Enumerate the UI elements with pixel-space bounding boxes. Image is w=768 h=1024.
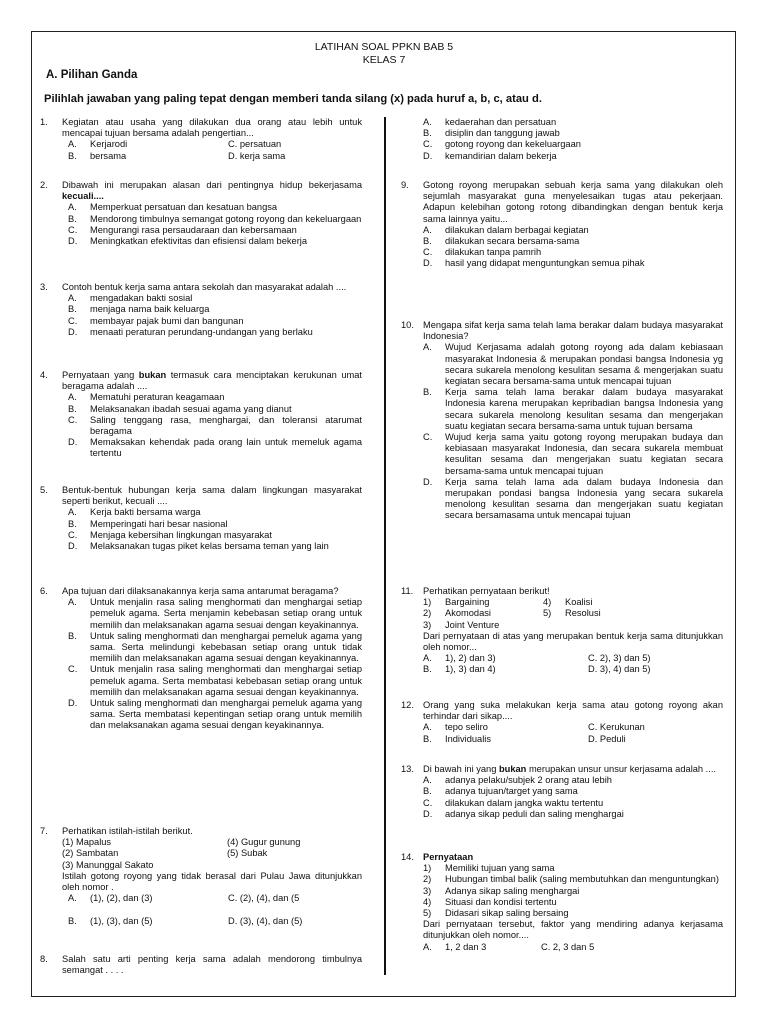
item-number: 5) [543,608,552,619]
option-c[interactable]: Saling tenggang rasa, menghargai, dan toleransi atarumat beragama [90,414,362,437]
question-11: 11. Perhatikan pernyataan berikut! 1) Bargaining 4) Koalisi 2) Akomodasi 5) Resolusi 3) Joint Venture Dari pernyataan di atas yang merupakan bentuk kerja sama ditunjukkan oleh nomor... A. 1), 2) dan 3) C. 2), 3) dan 5) B. 1), 3) dan 4) D. 3), 4) dan 5) [401,586,723,675]
option-letter: C. [423,247,433,258]
question-number: 10. [401,320,414,330]
option-letter: A. [68,507,77,518]
question-prompt: Dari pernyataan di atas yang merupakan bentuk kerja sama ditunjukkan oleh nomor... [423,630,723,653]
item-text: Adanya sikap saling menghargai [445,885,580,896]
option-letter: D. [423,808,433,819]
option-letter: A. [68,202,77,213]
question-stem: Mengapa sifat kerja sama telah lama berakar dalam budaya masyarakat Indonesia? [423,320,723,342]
option-b[interactable]: (1), (3), dan (5) [90,916,153,927]
option-letter: A. [68,293,77,304]
option-letter: B. [423,387,432,398]
question-number: 6. [40,586,48,596]
class-label: KELAS 7 [362,54,406,66]
option-letter: C. [423,432,433,443]
option-b[interactable]: Memperingati hari besar nasional [90,518,228,529]
option-letter: A. [423,224,432,235]
item-text: Bargaining [445,597,490,608]
option-letter: B. [68,630,77,641]
question-stem [423,852,723,863]
stem-emphasis: kecuali.... [62,191,104,202]
option-a[interactable]: Untuk menjalin rasa saling menghormati dan menghargai setiap pemeluk agama. Serta menjamin kebebasan setiap orang untuk memilih dan melaksanakan agama sesuai dengan keyakinannya. [90,597,362,630]
question-number: 13. [401,764,414,774]
option-c[interactable]: C. (2), (4), dan (5 [228,893,300,904]
question-10 [401,320,723,522]
option-letter: D. [423,258,433,269]
question-8 [40,954,362,976]
option-c[interactable]: Wujud kerja sama yaitu gotong royong merupakan budaya dan kebiasaan masyarakat Indonesia, dan secara sukarela membuat kesulitan sesama dan mengerjakan suatu kegiatan secara bersama-sama untuk mencapai tujuan [445,432,723,476]
item-text: Didasari sikap saling bersaing [445,908,569,919]
question-stem: Perhatikan istilah-istilah berikut. [62,826,193,836]
stem-text: merupakan unsur unsur kerjasama adalah .... [526,764,717,774]
option-c[interactable]: C. 2, 3 dan 5 [541,941,595,952]
term-item: (5) Subak [227,848,268,859]
item-number: 4) [423,896,432,907]
option-letter: D. [423,150,433,161]
option-letter: C. [68,315,78,326]
term-item: (3) Manunggal Sakato [62,859,154,870]
item-text: Joint Venture [445,619,500,630]
option-letter: D. [68,236,78,247]
option-b[interactable]: Melaksanakan ibadah sesuai agama yang dianut [90,403,292,414]
option-b[interactable]: Kerja sama telah lama berakar dalam budaya masyarakat Indonesia karena merupakan kepribadian bangsa Indonesia yang secara sukarela menolong kesulitan sesama dan mengerjakan suatu kegiatan secara bersama-sama untuk tujuan bersama [445,387,723,431]
instruction-text: Pilihlah jawaban yang paling tepat dengan memberi tanda silang (x) pada huruf a, b, c, atau d. [44,93,542,105]
option-a[interactable]: (1), (2), dan (3) [90,893,153,904]
option-c[interactable]: dilakukan tanpa pamrih [445,247,542,258]
option-letter: B. [423,128,432,139]
option-a[interactable]: mengadakan bakti sosial [90,293,193,304]
option-d[interactable]: hasil yang didapat menguntungkan semua pihak [445,258,645,269]
item-number: 3) [423,619,432,630]
option-letter: D. [68,541,78,552]
option-d[interactable]: Memaksakan kehendak pada orang lain untuk memeluk agama tertentu [90,437,362,459]
stem-text: Di bawah ini yang [423,764,499,774]
option-d[interactable]: D. (3), (4), dan (5) [228,916,303,927]
option-b[interactable]: disiplin dan tanggung jawab [445,128,560,139]
option-letter: D. [68,326,78,337]
question-number: 7. [40,826,48,836]
option-a[interactable]: dilakukan dalam berbagai kegiatan [445,224,589,235]
stem-text: Dibawah ini merupakan alasan dari pentingnya hidup bekerjasama [62,180,362,190]
term-item [227,860,362,871]
question-3 [40,282,362,338]
question-6 [40,586,362,732]
question-number: 2. [40,180,48,190]
option-c[interactable]: C. persatuan [228,139,282,150]
question-number: 4. [40,370,48,380]
question-prompt: Istilah gotong royong yang tidak berasal dari Pulau Jawa ditunjukkan oleh nomor . [62,870,362,893]
item-number: 3) [423,885,432,896]
section-heading: A. Pilihan Ganda [46,69,138,81]
question-number: 12. [401,700,414,710]
option-d[interactable]: D. kerja sama [228,150,286,161]
option-a[interactable]: Kerjarodi [90,139,128,150]
stem-emphasis: bukan [498,764,527,774]
option-b[interactable]: bersama [90,150,127,161]
option-c[interactable]: Mengurangi rasa persaudaraan dan kebersamaan [90,224,297,235]
option-a[interactable]: adanya pelaku/subjek 2 orang atau lebih [445,775,612,786]
option-d[interactable]: Kerja sama telah lama ada dalam budaya Indonesia dan merupakan pondasi bangsa Indonesia yang secara sukarela menolong kesulitan sesama dan mengerjakan suatu kegiatan secara bersamasama untuk mencapai tujuan [445,476,723,521]
option-c[interactable]: membayar pajak bumi dan bangunan [90,315,244,326]
stem-text: Pernyataan yang [62,370,139,380]
question-2 [40,180,362,247]
option-letter: A. [68,597,77,608]
question-number: 9. [401,180,409,190]
item-number: 2) [423,608,432,619]
question-12: 12. Orang yang suka melakukan kerja sama atau gotong royong akan terhindar dari sikap.... A. tepo seliro C. Kerukunan B. Individualis D. Peduli [401,700,723,744]
item-number: 1) [423,597,432,608]
question-stem: Orang yang suka melakukan kerja sama atau gotong royong akan terhindar dari sikap.... [423,700,723,722]
option-letter: C. [68,224,78,235]
stem-emphasis: Pernyataan [423,852,474,862]
item-number: 2) [423,874,432,885]
question-1: 1. Kegiatan atau usaha yang dilakukan dua orang atau lebih untuk mencapai tujuan bersama adalah pengertian... A. Kerjarodi C. persatuan B. bersama D. kerja sama [40,117,362,161]
option-b[interactable]: Untuk saling menghormati dan menghargai pemeluk agama yang sama. Serta melindungi kebebasan setiap orang untuk tidak memilih dan melaksanakan agama sesuai dengan keyakinannya. [90,630,362,664]
term-item: (4) Gugur gunung [227,837,301,848]
item-text: Akomodasi [445,608,491,619]
question-4 [40,370,362,460]
option-letter: B. [68,518,77,529]
option-c[interactable]: Untuk menjalin rasa saling menghormati dan menghargai setiap pemeluk agama. Serta membatasi kebebasan setiap orang untuk memilih dan melaksanakan agama sesuai dengan keyakinannya. [90,664,362,697]
option-letter: D. [68,698,78,709]
question-stem: Bentuk-bentuk hubungan kerja sama dalam lingkungan masyarakat seperti berikut, kecuali .... [62,485,362,507]
question-number: 1. [40,117,48,127]
option-d[interactable]: kemandirian dalam bekerja [445,150,557,161]
question-stem: Perhatikan pernyataan berikut! [423,586,550,596]
term-item: (2) Sambatan [62,848,119,859]
option-d[interactable]: D. Peduli [588,733,626,744]
item-text: Hubungan timbal balik (saling membutuhkan dan menguntungkan) [445,874,719,885]
worksheet-title: LATIHAN SOAL PPKN BAB 5 [314,41,454,53]
item-text: Resolusi [565,608,601,619]
stem-text: termasuk cara menciptakan kerukunan umat beragama adalah .... [62,370,362,392]
column-divider [384,117,386,975]
question-14: 14. Pernyataan 1) Memiliki tujuan yang sama 2) Hubungan timbal balik (saling membutuhkan dan menguntungkan) 3) Adanya sikap saling menghargai 4) Situasi dan kondisi tertentu 5) Didasari sikap saling bersaing Dari pernyataan tersebut, faktor yang mendiring adanya kerjasama ditunjukkan oleh nomor.... A. 1, 2 dan 3 C. 2, 3 dan 5 [401,852,723,952]
option-a[interactable]: Mematuhi peraturan keagamaan [90,392,225,403]
option-letter: A. [423,117,432,127]
question-stem: Kegiatan atau usaha yang dilakukan dua orang atau lebih untuk mencapai tujuan bersama adalah pengertian... [62,117,362,139]
option-letter: C. [68,664,78,675]
option-a[interactable]: tepo seliro [445,722,488,733]
question-number: 8. [40,954,48,964]
question-prompt: Dari pernyataan tersebut, faktor yang mendiring adanya kerjasama ditunjukkan oleh nomor.... [423,919,723,941]
question-number: 3. [40,282,48,292]
option-d[interactable]: Untuk saling menghormati dan menghargai pemeluk agama yang sama. Serta membatasi kepentingan setiap orang untuk memilih dan melaksanakan agama sesuai dengan keyakinannya. [90,698,362,731]
option-d[interactable]: D. 3), 4) dan 5) [588,664,651,675]
question-13 [401,764,723,820]
question-stem [423,764,723,775]
option-d[interactable]: Meningkatkan efektivitas dan efisiensi dalam bekerja [90,236,308,247]
option-letter: C. [68,414,78,425]
option-a[interactable]: 1), 2) dan 3) [445,653,496,664]
question-stem: Contoh bentuk kerja sama antara sekolah dan masyarakat adalah .... [62,282,347,292]
item-number: 4) [543,597,552,608]
question-stem [62,370,362,392]
question-5 [40,485,362,552]
option-letter: B. [423,236,432,247]
option-b[interactable]: menjaga nama baik keluarga [90,304,210,315]
item-text: Situasi dan kondisi tertentu [445,896,557,907]
option-a[interactable]: Wujud Kerjasama adalah gotong royong ada dalam kebiasaan masyarakat Indonesia & merupakan pondasi bangsa Indonesia yg secara sukarela menolong kesulitan sesama & mengerjakan suatu kegiatan secara bersama-sama untuk mencapai tujuan [445,342,723,387]
option-c[interactable]: C. Kerukunan [588,722,645,733]
question-number: 11. [401,586,414,596]
option-letter: B. [68,213,77,224]
item-number: 1) [423,863,432,874]
option-a[interactable]: Kerja bakti bersama warga [90,507,201,518]
option-a[interactable]: 1, 2 dan 3 [445,941,487,952]
option-a[interactable]: Memperkuat persatuan dan kesatuan bangsa [90,202,278,213]
item-text: Memiliki tujuan yang sama [445,863,555,874]
option-a[interactable]: kedaerahan dan persatuan [445,117,557,127]
option-letter: C. [68,529,78,540]
option-letter: B. [423,786,432,797]
option-c[interactable]: dilakukan dalam jangka waktu tertentu [445,797,604,808]
option-c[interactable]: gotong royong dan kekeluargaan [445,139,581,150]
item-number: 5) [423,908,432,919]
question-7: 7. Perhatikan istilah-istilah berikut. (1) Mapalus (4) Gugur gunung (2) Sambatan (5) Subak (3) Manunggal Sakato Istilah gotong royong yang tidak berasal dari Pulau Jawa ditunjukkan oleh nomor . A. (1), (2), dan (3) C. (2), (4), dan (5 B. (1), (3), dan (5) D. (3), (4), dan (5) [40,826,362,927]
question-stem: Apa tujuan dari dilaksanakannya kerja sama antarumat beragama? [62,586,339,596]
option-letter: B. [68,304,77,315]
option-letter: A. [68,392,77,403]
option-b[interactable]: dilakukan secara bersama-sama [445,236,580,247]
question-stem: Gotong royong merupakan sebuah kerja sama yang dilakukan oleh sejumlah masyarakat guna menyelesaikan tugas atau pekerjaan. Adapun kelebihan gotong rotong dibandingkan dengan bentuk kerja sama lainnya yaitu... [423,180,723,224]
option-letter: D. [68,437,78,448]
option-letter: D. [423,476,433,487]
option-c[interactable]: C. 2), 3) dan 5) [588,653,651,664]
option-letter: B. [68,403,77,414]
stem-emphasis: bukan [138,370,167,380]
question-number: 14. [401,852,414,862]
option-b[interactable]: 1), 3) dan 4) [445,664,496,675]
question-stem [62,180,362,202]
option-b[interactable]: Mendorong timbulnya semangat gotong royong dan kekeluargaan [90,213,362,224]
option-letter: A. [423,342,432,353]
question-number: 5. [40,485,48,495]
option-c[interactable]: Menjaga kebersihan lingkungan masyarakat [90,529,272,540]
term-item: (1) Mapalus [62,837,112,848]
question-8-options [401,117,723,162]
option-b[interactable]: Individualis [445,733,491,744]
item-text: Koalisi [565,597,593,608]
question-9 [401,180,723,270]
option-d[interactable]: Melaksanakan tugas piket kelas bersama teman yang lain [90,541,329,552]
option-letter: A. [423,775,432,786]
option-letter: C. [423,797,433,808]
option-b[interactable]: adanya tujuan/target yang sama [445,786,578,797]
option-d[interactable]: adanya sikap peduli dan saling menghargai [445,808,624,819]
option-d[interactable]: menaati peraturan perundang-undangan yang berlaku [90,326,313,337]
option-letter: C. [423,139,433,150]
question-stem: Salah satu arti penting kerja sama adalah mendorong timbulnya semangat . . . . [62,954,362,976]
